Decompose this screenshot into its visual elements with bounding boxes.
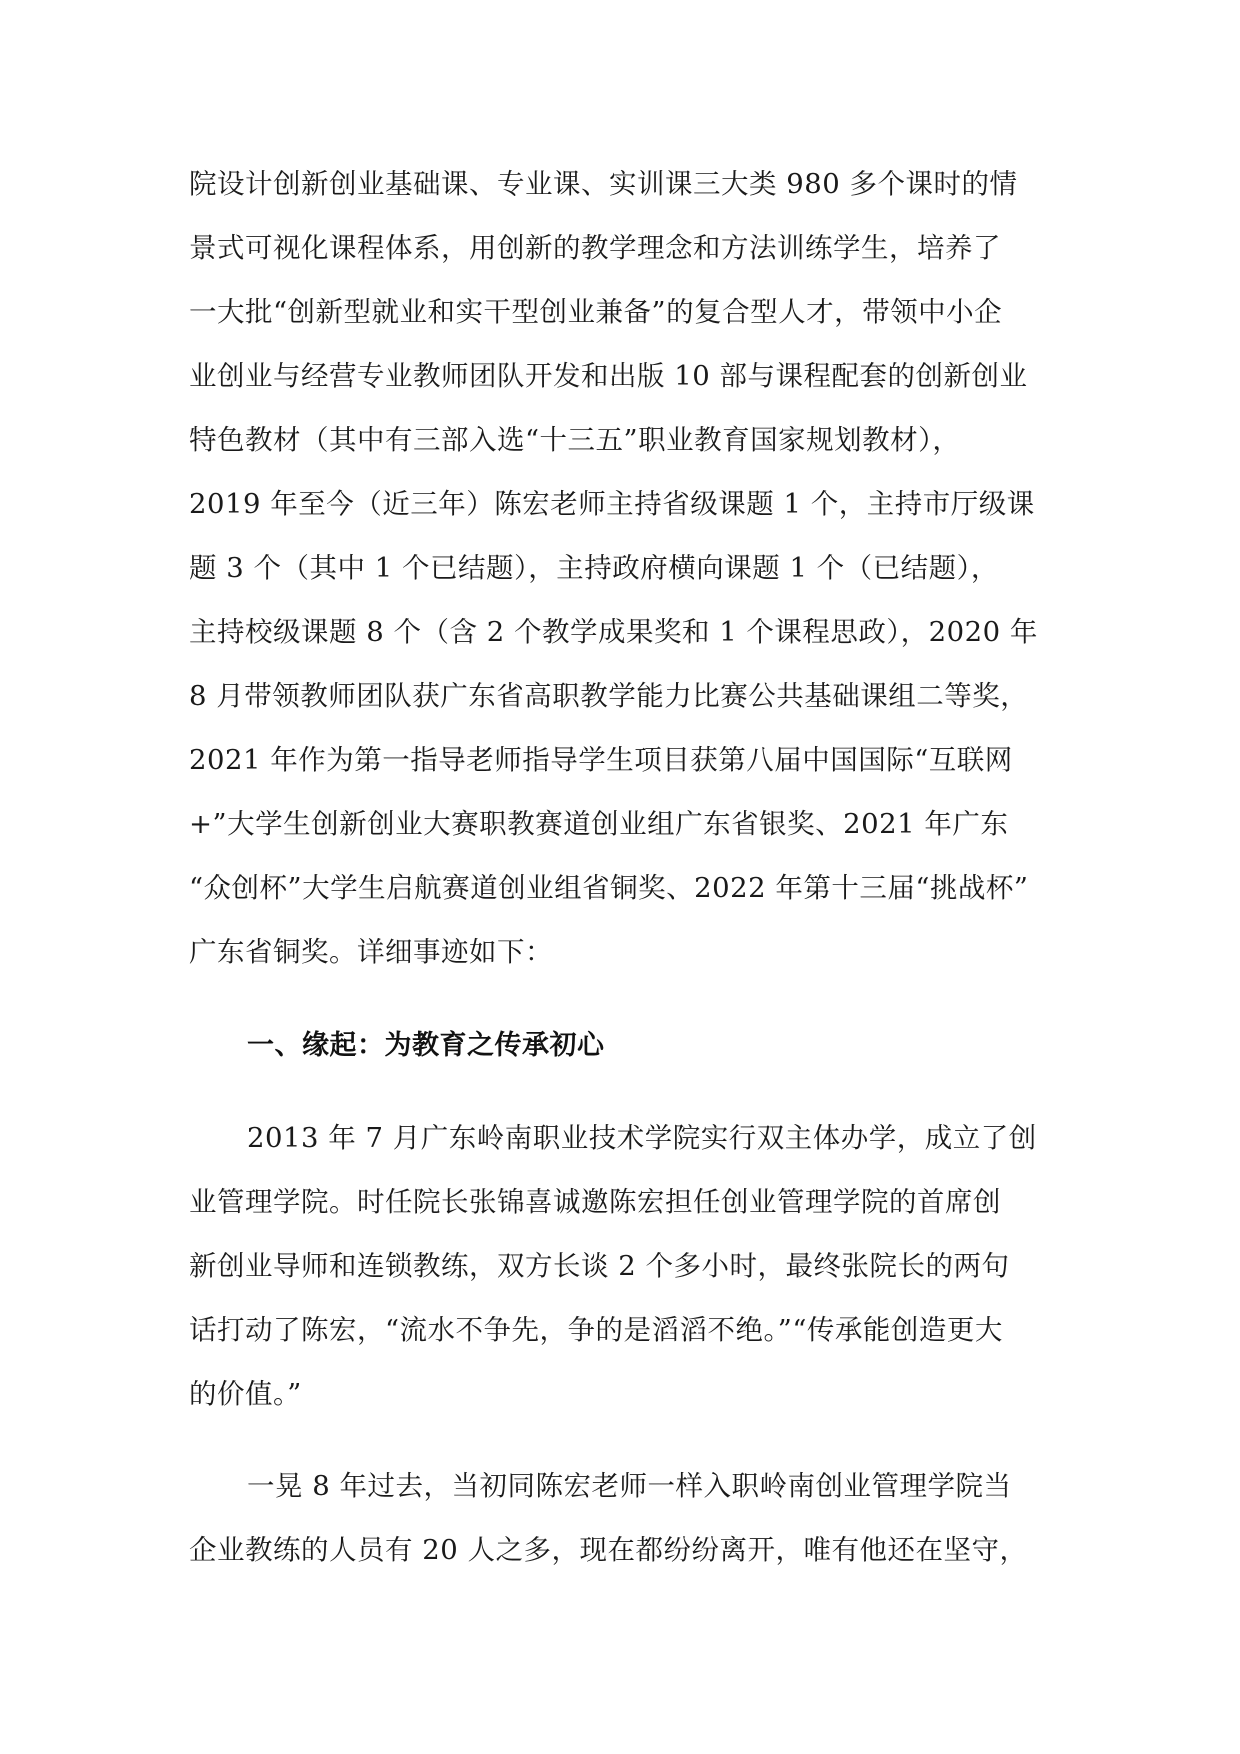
text-line: 8 月带领教师团队获广东省高职教学能力比赛公共基础课组二等奖， bbox=[189, 680, 1029, 712]
text-line: 2019 年至今（近三年）陈宏老师主持省级课题 1 个，主持市厅级课 bbox=[189, 488, 1035, 520]
text-line: 景式可视化课程体系，用创新的教学理念和方法训练学生，培养了 bbox=[189, 232, 1001, 264]
text-line: 企业教练的人员有 20 人之多，现在都纷纷离开，唯有他还在坚守， bbox=[189, 1534, 1028, 1566]
text-line: 新创业导师和连锁教练，双方长谈 2 个多小时，最终张院长的两句 bbox=[189, 1250, 1010, 1282]
text-line: 的价值。” bbox=[189, 1378, 302, 1410]
text-line: 一晃 8 年过去，当初同陈宏老师一样入职岭南创业管理学院当 bbox=[247, 1470, 1012, 1502]
text-line: 2013 年 7 月广东岭南职业技术学院实行双主体办学，成立了创 bbox=[247, 1122, 1037, 1154]
text-line: +”大学生创新创业大赛职教赛道创业组广东省银奖、2021 年广东 bbox=[189, 808, 1009, 840]
text-line: 题 3 个（其中 1 个已结题），主持政府横向课题 1 个（已结题）， bbox=[189, 552, 999, 584]
text-line: 2021 年作为第一指导老师指导学生项目获第八届中国国际“互联网 bbox=[189, 744, 1013, 776]
text-line: 特色教材（其中有三部入选“十三五”职业教育国家规划教材）， bbox=[189, 424, 961, 456]
text-line: 业管理学院。时任院长张锦喜诚邀陈宏担任创业管理学院的首席创 bbox=[189, 1186, 1001, 1218]
text-line: 主持校级课题 8 个（含 2 个教学成果奖和 1 个课程思政），2020 年 bbox=[189, 616, 1038, 648]
text-line: 话打动了陈宏，“流水不争先，争的是滔滔不绝。”“传承能创造更大 bbox=[189, 1314, 1003, 1346]
text-line: “众创杯”大学生启航赛道创业组省铜奖、2022 年第十三届“挑战杯” bbox=[189, 872, 1029, 904]
text-line: 业创业与经营专业教师团队开发和出版 10 部与课程配套的创新创业 bbox=[189, 360, 1028, 392]
section-heading: 一、缘起：为教育之传承初心 bbox=[247, 1030, 605, 1061]
text-line: 一大批“创新型就业和实干型创业兼备”的复合型人才，带领中小企 bbox=[189, 296, 1003, 328]
text-line: 广东省铜奖。详细事迹如下： bbox=[189, 936, 553, 968]
text-line: 院设计创新创业基础课、专业课、实训课三大类 980 多个课时的情 bbox=[189, 168, 1018, 200]
